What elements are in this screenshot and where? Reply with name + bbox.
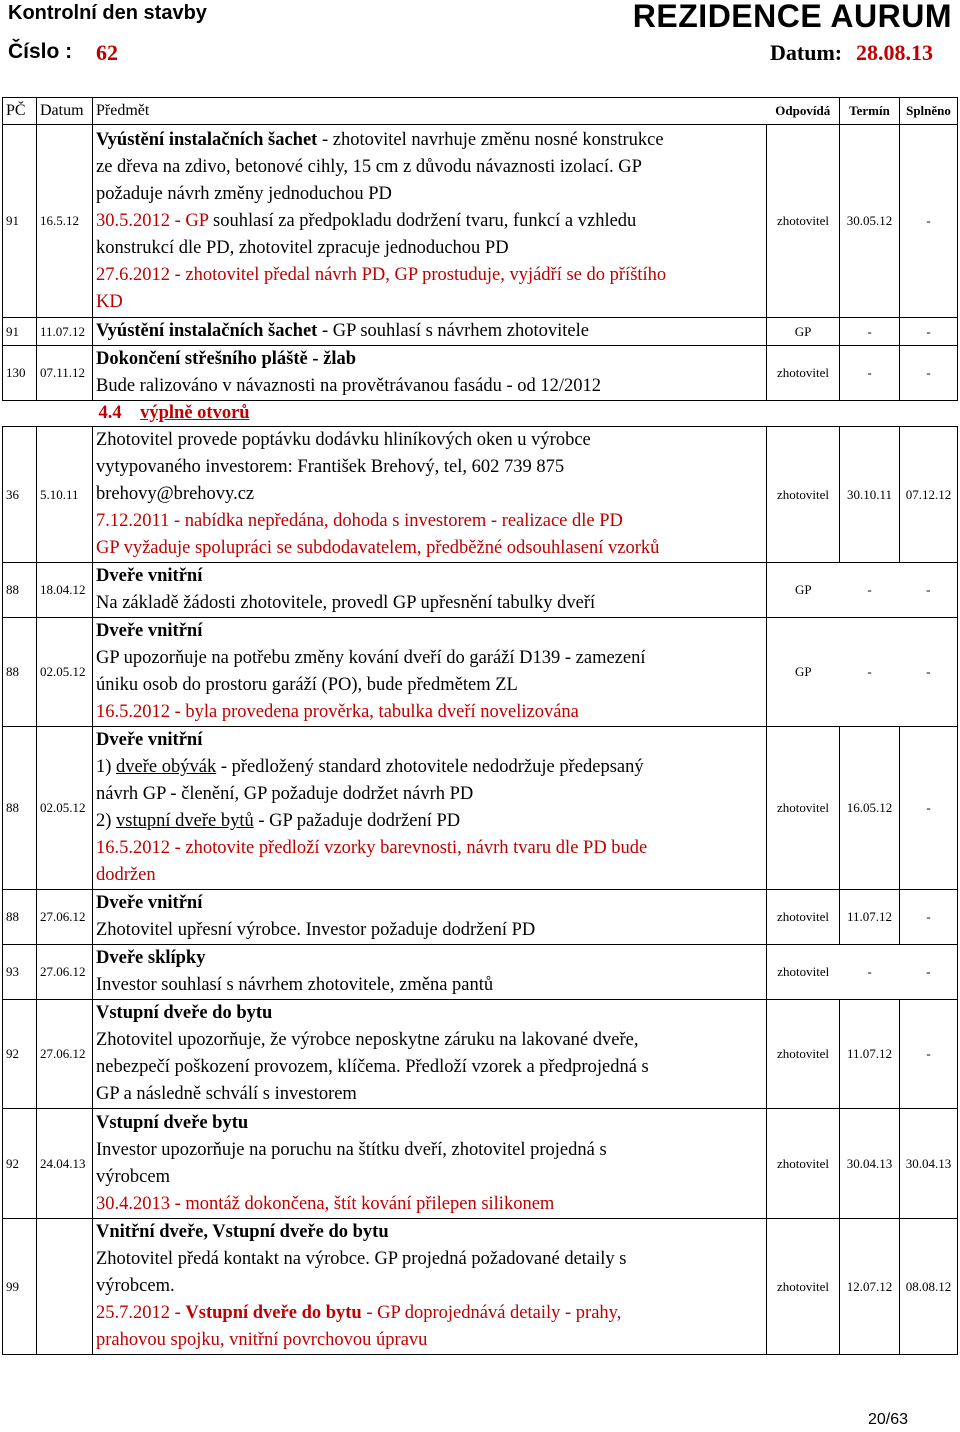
subject-text: nebezpečí poškození provozem, klíčema. Předloží vzorek a předprojedná s [96, 1057, 649, 1077]
row-responsible: zhotovitel [767, 346, 840, 401]
row-completed: - [900, 563, 958, 618]
row-date: 02.05.12 [37, 618, 93, 727]
row-subject [93, 1109, 767, 1219]
row-date: 24.04.13 [37, 1109, 93, 1219]
document-title: Kontrolní den stavby [8, 2, 207, 24]
subject-title: Vyústění instalačních šachet [96, 129, 318, 150]
row-completed: - [900, 125, 958, 318]
row-responsible: zhotovitel [767, 727, 840, 890]
row-date: 02.05.12 [37, 727, 93, 890]
meeting-number: 62 [96, 40, 118, 65]
row-deadline: 30.10.11 [840, 427, 900, 563]
section-label: výplně otvorů [140, 403, 250, 423]
row-responsible: zhotovitel [767, 427, 840, 563]
subject-text: Zhotovitel předá kontakt na výrobce. GP projedná požadované detaily s [96, 1249, 627, 1269]
subject-email: brehovy@brehovy.cz [96, 484, 255, 504]
row-deadline: 30.05.12 [840, 125, 900, 318]
subject-update: GP vyžaduje spolupráci se subdodavatelem, předběžné odsouhlasení vzorků [96, 538, 660, 558]
row-date: 27.06.12 [37, 1000, 93, 1109]
subject-title: Dveře vnitřní [96, 893, 203, 913]
row-responsible: zhotovitel [767, 1000, 840, 1109]
row-deadline: 11.07.12 [840, 890, 900, 945]
row-date: 5.10.11 [37, 427, 93, 563]
subject-text: GP a následně schválí s investorem [96, 1084, 357, 1104]
subject-text: - GP souhlasí s návrhem zhotovitele [317, 321, 589, 341]
subject-update: 7.12.2011 - nabídka nepředána, dohoda s investorem - realizace dle PD [96, 511, 623, 531]
row-deadline: - [840, 618, 900, 727]
table-row [3, 1109, 958, 1219]
row-completed: - [900, 945, 958, 1000]
subject-text: ze dřeva na zdivo, betonové cihly, 15 cm z důvodu návaznosti izolací. GP [96, 156, 642, 177]
subject-title: Dveře vnitřní [96, 730, 203, 750]
subject-update: 30.5.2012 - GP [96, 210, 209, 231]
row-deadline: 11.07.12 [840, 1000, 900, 1109]
subject-text: Bude ralizováno v návaznosti na provětrávanou fasádu - od 12/2012 [96, 376, 602, 396]
subject-title: Vstupní dveře do bytu [96, 1003, 273, 1023]
row-date: 16.5.12 [37, 125, 93, 318]
table-row [3, 1000, 958, 1109]
section-row [3, 401, 958, 427]
subject-text: požaduje návrh změny jednoduchou PD [96, 183, 392, 204]
row-responsible: GP [767, 563, 840, 618]
row-responsible: zhotovitel [767, 945, 840, 1000]
row-deadline: - [840, 945, 900, 1000]
row-responsible: GP [767, 618, 840, 727]
table-row [3, 346, 958, 401]
row-completed: - [900, 346, 958, 401]
column-header-datum: Datum [37, 98, 93, 125]
row-deadline: 12.07.12 [840, 1219, 900, 1355]
column-header-termin: Termín [840, 98, 900, 125]
row-completed: - [900, 727, 958, 890]
subject-update: 16.5.2012 - byla provedena prověrka, tabulka dveří novelizována [96, 702, 579, 722]
row-date [37, 1219, 93, 1355]
row-completed: 07.12.12 [900, 427, 958, 563]
column-header-pc: PČ [3, 98, 37, 125]
section-number: 4.4 [98, 403, 122, 423]
row-deadline: - [840, 346, 900, 401]
subject-update: 25.7.2012 - [96, 1303, 186, 1323]
subject-title: Vyústění instalačních šachet [96, 321, 318, 341]
meeting-date: 28.08.13 [856, 40, 933, 65]
subject-text: Investor souhlasí s návrhem zhotovitele, změna pantů [96, 975, 494, 995]
subject-update-bold: Vstupní dveře do bytu [185, 1303, 362, 1323]
subject-title: Dveře vnitřní [96, 621, 203, 641]
table-row [3, 427, 958, 563]
row-deadline: 16.05.12 [840, 727, 900, 890]
row-date: 11.07.12 [37, 318, 93, 346]
subject-title: Dveře vnitřní [96, 566, 203, 586]
row-pc: 36 [3, 427, 37, 563]
subject-text: výrobcem [96, 1166, 170, 1187]
subject-text: - zhotovitel navrhuje změnu nosné konstrukce [317, 129, 664, 150]
subject-text: vytypovaného investorem: František Brehový, tel, 602 739 875 [96, 457, 565, 477]
subject-text: 1) [96, 757, 117, 777]
project-name: REZIDENCE AURUM [632, 0, 952, 34]
row-pc: 91 [3, 318, 37, 346]
row-subject [93, 318, 767, 346]
subject-update: dodržen [96, 865, 156, 885]
row-pc: 88 [3, 618, 37, 727]
subject-update: 16.5.2012 - zhotovite předloží vzorky barevnosti, návrh tvaru dle PD bude [96, 838, 648, 858]
row-completed: 30.04.13 [900, 1109, 958, 1219]
subject-text: - předložený standard zhotovitele nedodržuje předepsaný [216, 757, 644, 777]
row-subject [93, 890, 767, 945]
subject-underlined: dveře obývák [116, 757, 217, 777]
row-pc: 99 [3, 1219, 37, 1355]
subject-text: 2) [96, 811, 117, 831]
row-subject [93, 727, 767, 890]
row-subject [93, 563, 767, 618]
row-subject [93, 427, 767, 563]
row-pc: 92 [3, 1000, 37, 1109]
subject-text: Zhotovitel upřesní výrobce. Investor požaduje dodržení PD [96, 920, 536, 940]
row-subject [93, 618, 767, 727]
subject-update: KD [96, 291, 123, 312]
subject-title: Vnitřní dveře, Vstupní dveře do bytu [96, 1222, 389, 1242]
row-pc: 92 [3, 1109, 37, 1219]
row-completed: 08.08.12 [900, 1219, 958, 1355]
row-date: 27.06.12 [37, 945, 93, 1000]
subject-text: návrh GP - členění, GP požaduje dodržet návrh PD [96, 784, 474, 804]
subject-update: 30.4.2013 - montáž dokončena, štít kování přilepen silikonem [96, 1193, 555, 1214]
subject-text: výrobcem. [96, 1276, 175, 1296]
row-deadline: 30.04.13 [840, 1109, 900, 1219]
row-subject [93, 945, 767, 1000]
subject-text: souhlasí za předpokladu dodržení tvaru, funkcí a vzhledu [208, 210, 637, 231]
date-label: Datum: [770, 40, 843, 65]
column-header-odpovida: Odpovídá [767, 98, 840, 125]
subject-text: Zhotovitel provede poptávku dodávku hliníkových oken u výrobce [96, 430, 591, 450]
row-completed: - [900, 318, 958, 346]
subject-underlined: vstupní dveře bytů [116, 811, 254, 831]
table-row [3, 563, 958, 618]
subject-title: Dokončení střešního pláště - žlab [96, 349, 357, 369]
row-responsible: zhotovitel [767, 1219, 840, 1355]
column-header-predmet: Předmět [93, 98, 767, 125]
subject-text: Zhotovitel upozorňuje, že výrobce neposkytne záruku na lakované dveře, [96, 1030, 639, 1050]
subject-text: úniku osob do prostoru garáží (PO), bude předmětem ZL [96, 675, 518, 695]
row-responsible: GP [767, 318, 840, 346]
row-subject [93, 1000, 767, 1109]
row-responsible: zhotovitel [767, 1109, 840, 1219]
row-deadline: - [840, 563, 900, 618]
row-completed: - [900, 618, 958, 727]
row-pc: 91 [3, 125, 37, 318]
row-completed: - [900, 890, 958, 945]
page-number: 20/63 [867, 1411, 908, 1428]
row-pc: 93 [3, 945, 37, 1000]
subject-title: Dveře sklípky [96, 948, 206, 968]
row-pc: 130 [3, 346, 37, 401]
table-row [3, 945, 958, 1000]
row-date: 07.11.12 [37, 346, 93, 401]
subject-text: - GP pažaduje dodržení PD [253, 811, 461, 831]
table-row [3, 727, 958, 890]
row-pc: 88 [3, 563, 37, 618]
number-label: Číslo : [8, 40, 73, 63]
subject-update: prahovou spojku, vnitřní povrchovou úpravu [96, 1330, 428, 1350]
subject-text: GP upozorňuje na potřebu změny kování dveří do garáží D139 - zamezení [96, 648, 646, 668]
column-header-splneno: Splněno [900, 98, 958, 125]
inspection-log-table [2, 97, 958, 1355]
table-row [3, 618, 958, 727]
subject-title: Vstupní dveře bytu [96, 1112, 249, 1133]
subject-text: Investor upozorňuje na poruchu na štítku dveří, zhotovitel projedná s [96, 1139, 607, 1160]
row-completed: - [900, 1000, 958, 1109]
row-pc: 88 [3, 727, 37, 890]
subject-update: 27.6.2012 - zhotovitel předal návrh PD, GP prostuduje, vyjádří se do příštího [96, 264, 667, 285]
table-row [3, 125, 958, 318]
subject-update: - GP doprojednává detaily - prahy, [361, 1303, 622, 1323]
row-responsible: zhotovitel [767, 125, 840, 318]
row-pc: 88 [3, 890, 37, 945]
table-row [3, 318, 958, 346]
row-deadline: - [840, 318, 900, 346]
row-subject [93, 125, 767, 318]
table-row [3, 1219, 958, 1355]
row-subject [93, 346, 767, 401]
row-date: 27.06.12 [37, 890, 93, 945]
subject-text: Na základě žádosti zhotovitele, provedl GP upřesnění tabulky dveří [96, 593, 596, 613]
row-responsible: zhotovitel [767, 890, 840, 945]
table-header-row [3, 98, 958, 125]
table-row [3, 890, 958, 945]
row-subject [93, 1219, 767, 1355]
section-heading [3, 401, 958, 427]
row-date: 18.04.12 [37, 563, 93, 618]
subject-text: konstrukcí dle PD, zhotovitel zpracuje jednoduchou PD [96, 237, 509, 258]
